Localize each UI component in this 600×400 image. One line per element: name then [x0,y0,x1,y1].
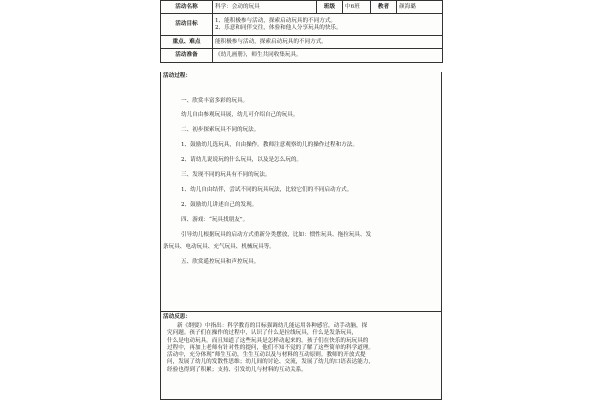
process-step: 一、欣赏丰富多彩的玩具。 [181,98,249,104]
reflection-line: 过程中，再加上老师有针对性的提问，他们不知不觉的了解了这些简单的科学道理。 [167,344,374,351]
goal-line: 1、能积极参与活动，探索启动玩具的不同方式。 [215,17,337,24]
activity-process-section [160,72,442,312]
teacher-label: 教者 [371,1,397,14]
reflection-line: 究问题。孩子们在操作的过程中，认识了什么是拉线玩具，什么是发条玩具， [167,330,358,337]
reflection-line: 经验也得到了积累；支持、引发幼儿与材料的互动关系。 [167,366,307,373]
teacher-value: 颜海璐 [397,1,443,14]
reflection-line: 什么是电动玩具。而且知道了这些玩具是怎样动起来的。孩子们在快乐的玩玩具的 [167,337,369,344]
process-step: 引导幼儿根据玩具的启动方式重新分类摆放，比如：惯性玩具、拖拉玩具、发 [181,232,372,238]
process-step: 五、欣赏遥控玩具和声控玩具。 [181,259,260,265]
process-step: 三、发现不同的玩具有不同的玩法。 [181,172,271,178]
lesson-plan-table [160,0,443,63]
process-step: 四、游戏：“玩具找朋友”。 [181,217,249,223]
process-step: 2、鼓励幼儿讲述自己的发现。 [181,202,258,208]
process-step: 1、鼓励幼儿选玩具，自由操作。教师注意观察幼儿的操作过程和方法。 [181,142,358,148]
key-points-value: 能积极参与活动，探索启动玩具的不同方式。 [213,36,443,49]
preparation-value: 《幼儿画册》，师生共同收集玩具。 [213,49,443,63]
process-step: 条玩具、电动玩具、充气玩具、机械玩具等。 [163,244,275,250]
activity-name-value: 科学：会动的玩具 [213,1,317,14]
activity-name-row [161,1,443,14]
preparation-label: 活动准备 [161,49,213,63]
goals-value [213,14,443,36]
activity-reflection-section [160,312,442,400]
reflection-line: 新《纲要》中指出：科学教育的目标强调幼儿能运用各种感官，动手动脑，探 [177,323,368,329]
process-step: 幼儿自由参观玩具展，幼儿可介绍自己的玩具。 [181,112,299,118]
reflection-title: 活动反思： [163,314,191,320]
reflection-paragraph [167,323,435,374]
process-step: 1、幼儿自由结伴，尝试不同的玩具玩法，比较它们的不同启动方式。 [181,187,353,193]
goals-row [161,14,443,36]
process-step: 二、初步探索玩具不同的玩法。 [181,127,260,133]
class-label: 班级 [317,1,343,14]
process-step: 2、请幼儿说说玩的什么玩具，以及是怎么玩的。 [181,157,303,163]
key-points-label: 重点、难点 [161,36,213,49]
lesson-plan-document [160,0,442,400]
activity-name-label: 活动名称 [161,1,213,14]
class-value: 中6班 [343,1,371,14]
goal-line: 2、乐意和同伴交往，体验和他人分享玩具的快乐。 [215,24,342,31]
preparation-row [161,49,443,63]
process-title: 活动过程： [163,73,191,79]
key-points-row [161,36,443,49]
reflection-line: 问，发展了幼儿的发散性思维；幼儿间的讨论、交流，发展了幼儿的口语表达能力， [167,359,374,366]
goals-label: 活动目标 [161,14,213,36]
reflection-line: 活动中，充分体现“师生互动，生生互动以及与材料的互动原则。教师的开放式提 [167,352,366,359]
